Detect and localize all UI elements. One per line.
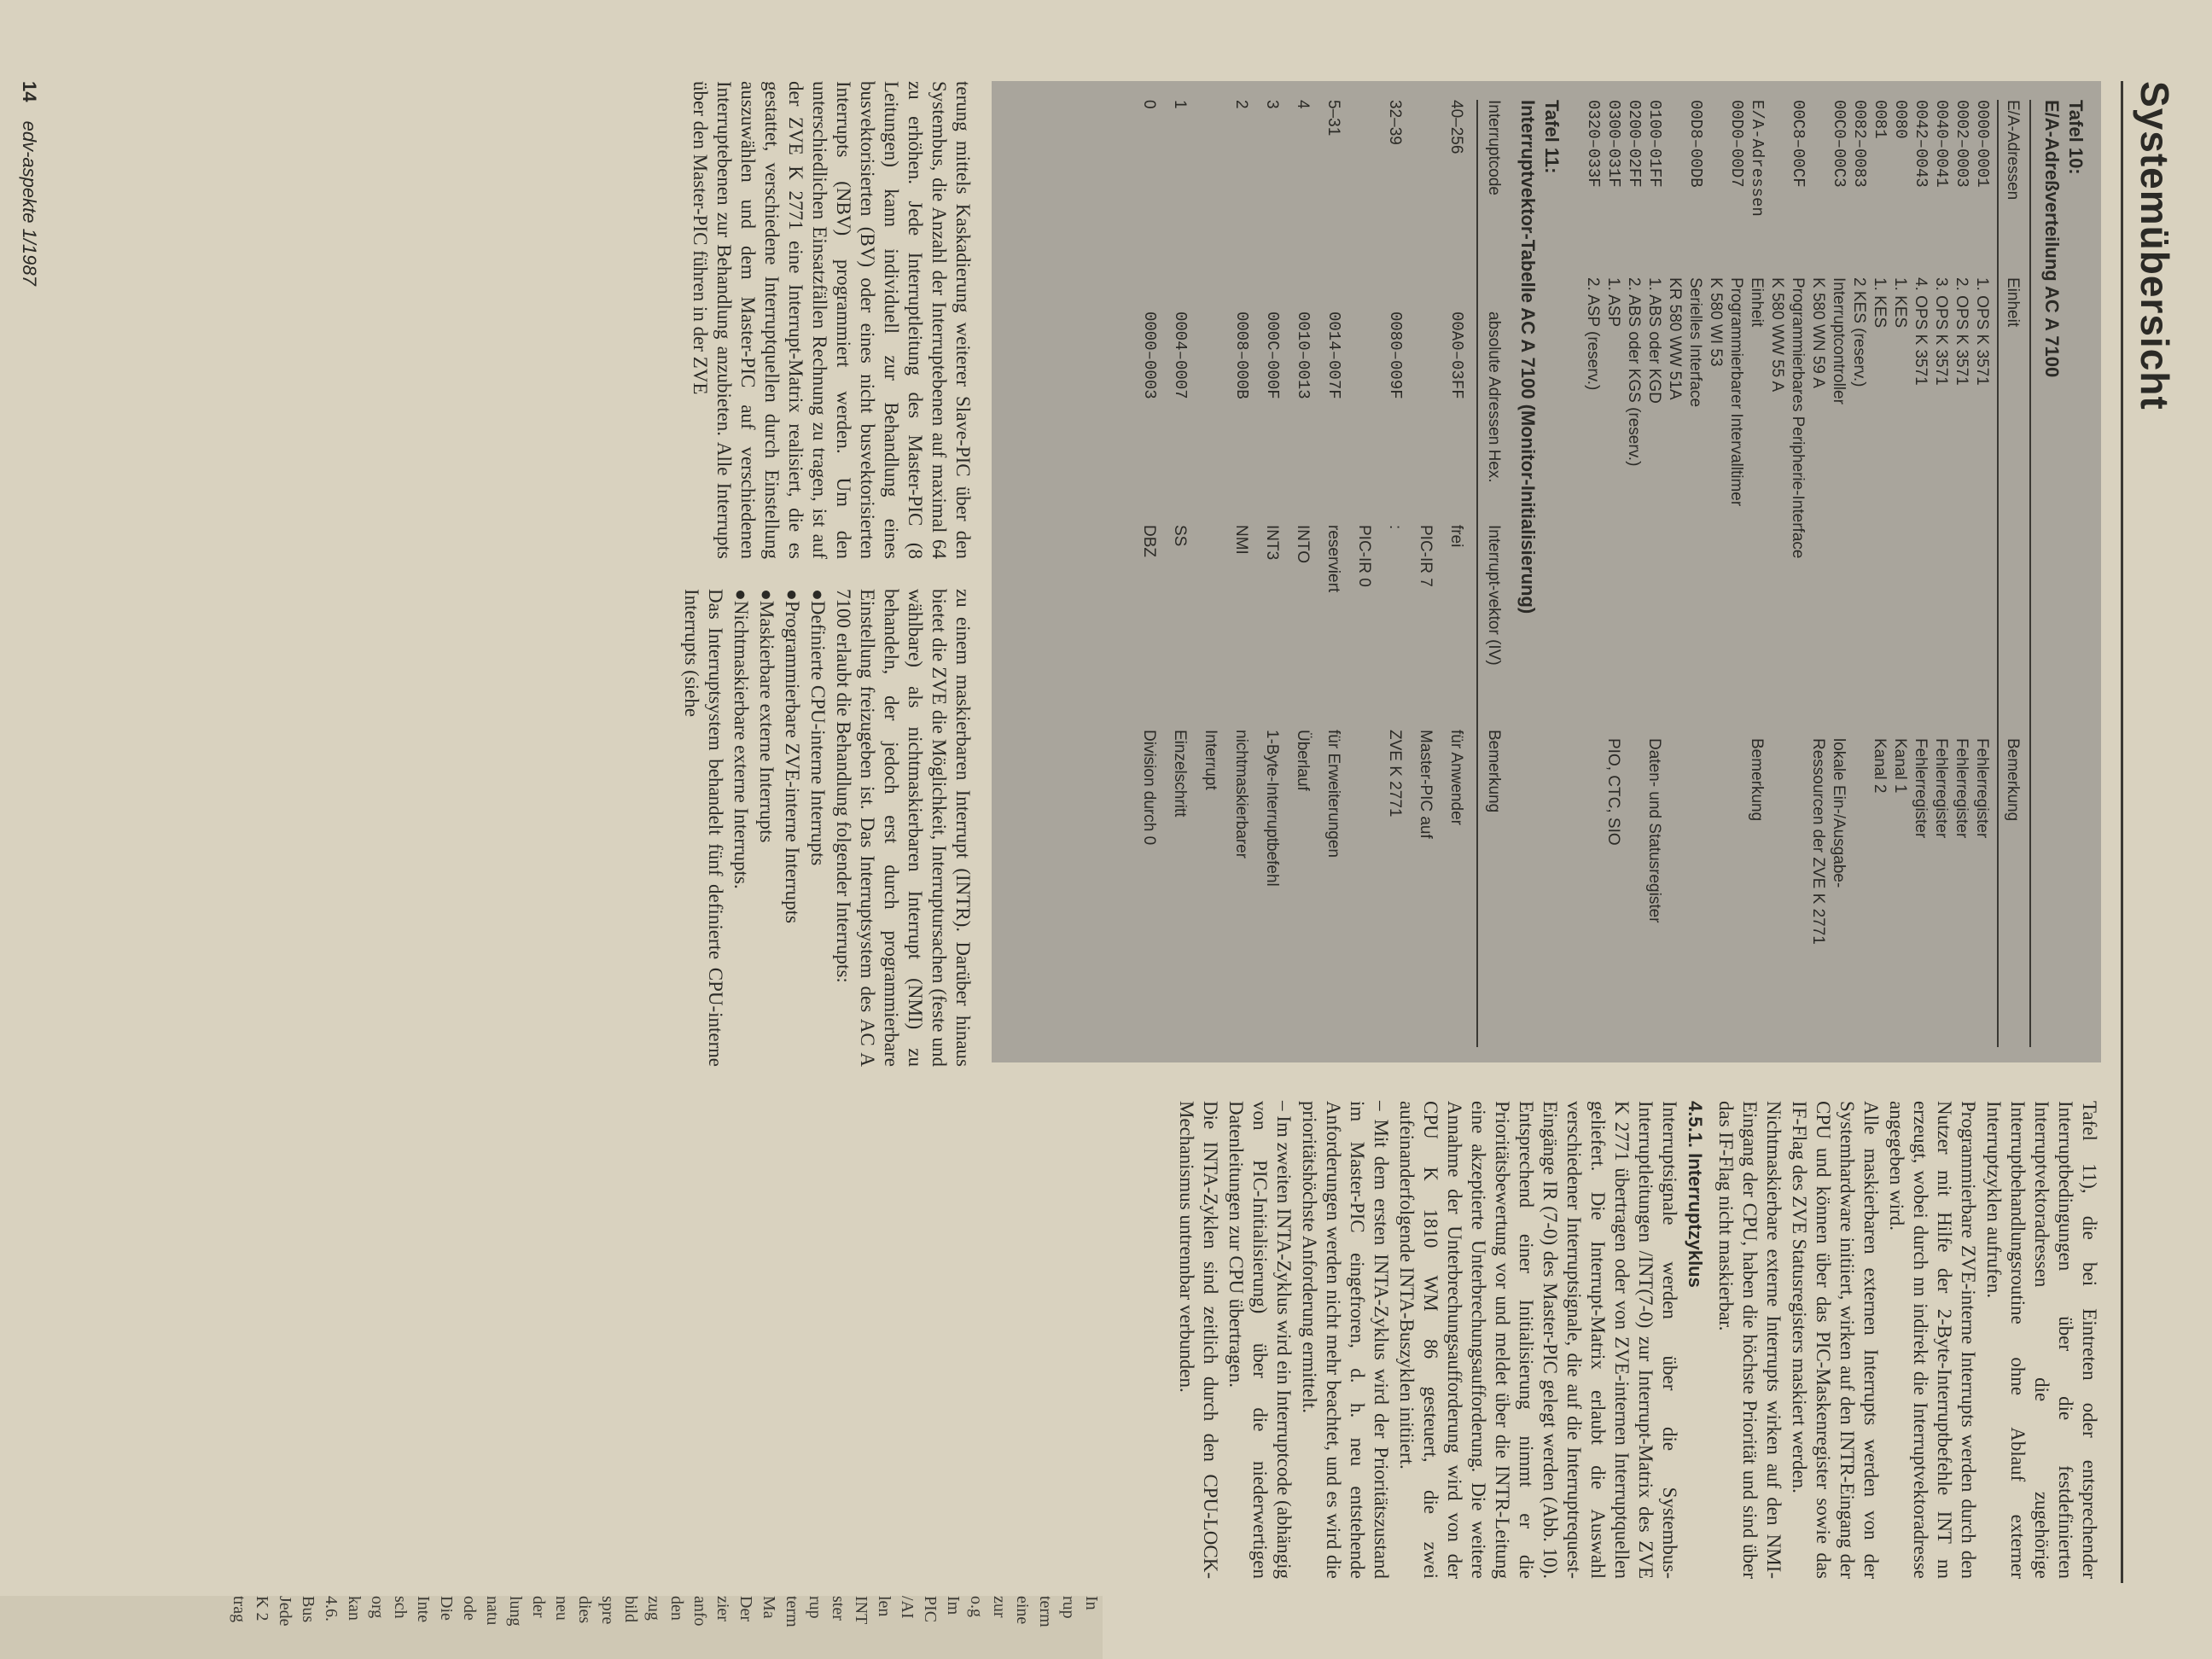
tafel10-cell: Ressourcen der ZVE K 2771 [1809,738,1827,945]
tafel11-header: Bemerkung [1485,730,1503,813]
tafel10-cell: Einheit [1748,277,1766,328]
tafel11-cell: 5–31 [1324,100,1342,137]
tafel10-cell: E/A-Adressen [1748,100,1767,217]
tafel10-cell: Kanal 2 [1871,738,1889,794]
tafel11-cell: 1-Byte-Interruptbefehl [1263,730,1281,887]
tafel11-title: Interruptvektor-Tabelle AC A 7100 (Monitor-Initialisierung) [1517,100,1539,614]
next-page-fragment: 4.6. [322,1596,341,1621]
next-page-fragment: Der [736,1596,755,1621]
next-page-fragment: sch [391,1596,410,1619]
tafel10-cell: KR 580 WW 51A [1666,277,1684,400]
col3-p1: Tafel 11), die bei Eintreten oder entsprechender Interruptbedingungen über die festdefinierten Interruptvektoradressen die zugehörige Interruptbehandlungsroutine ohne Ablauf externer Interruptzyklen aufrufen. [1983,1101,2100,1579]
tafel10-rule-top [2029,100,2031,1047]
next-page-fragment: dies [575,1596,594,1624]
next-page-fragment: zier [713,1596,732,1621]
tafel11-header: Interrupt-vektor (IV) [1485,525,1503,666]
next-page-fragment: Im [944,1596,963,1615]
tafel10-rule-header [1997,100,1999,1047]
tafel10-cell: 2. ASP (reserv.) [1584,277,1602,391]
tafel10-cell: 1. ASP [1604,277,1622,328]
tafel10-cell: 0200–02FF [1625,100,1644,188]
tafel11-header: absolute Adressen Hex. [1485,311,1503,483]
tafel10-cell: 00D0–00D7 [1727,100,1746,188]
tables-panel [992,81,2101,1062]
tafel10-cell: 1. KES [1891,277,1909,329]
tafel10-cell: Bemerkung [1748,738,1766,822]
col3-p8: Die INTA-Zyklen sind zeitlich durch den CPU-LOCK-Mechanismus untrennbar verbunden. [1176,1101,1221,1579]
tafel10-cell: 0000–0001 [1973,100,1992,188]
next-page-edge [0,1596,1103,1659]
tafel10-cell: 0320–033F [1584,100,1603,188]
next-page-fragment: term [783,1596,801,1627]
col3-p5: Interruptsignale werden über die Systembus-Interruptleitungen /INT(7-0) zur Interrupt-Matrix des ZVE K 2771 übertragen oder von ZVE-internen Interruptquellen geliefert. Die Interrupt-Matrix erlaubt die Auswahl verschiedener Interruptsignale, die auf die Interruptrequest-Eingänge IR (7-0) des Master-PIC gelegt werden (Abb. 10). Entsprechend einer Initialisierung nimmt er die Prioritätsbewertung vor und meldet über die INTR-Leitung eine akzeptierte Unterbrechungsaufforderung. Die weitere Annahme der Unterbrechungsaufforderung wird von der CPU K 1810 WM 86 gesteuert, die zwei aufeinanderfolgende INTA-Buszyklen initiiert. [1396,1101,1680,1579]
next-page-fragment: ode [460,1596,479,1621]
tafel10-header: E/A-Adressen [2004,100,2022,201]
next-page-fragment: org [368,1596,387,1619]
tafel10-cell: 3. OPS K 3571 [1932,277,1950,386]
tafel10-cell: K 580 WN 59 A [1809,277,1827,388]
tafel10-cell: 0042–0043 [1912,100,1930,188]
tafel11-cell: ZVE K 2771 [1386,730,1404,818]
tafel10-cell: 1. KES [1871,277,1889,329]
tafel11-cell: INTO [1294,525,1312,564]
tafel11-label: Tafel 11: [1541,100,1563,174]
next-page-fragment: anfo [690,1596,709,1627]
tafel11-cell: PIC-IR 0 [1355,525,1373,587]
col3-p2: Programmierbare ZVE-interne Interrupts werden durch den Nutzer mit Hilfe der 2-Byte-Interruptbefehle INT nn erzeugt, wobei durch nn indirekt die Interruptvektoradresse angegeben wird. [1886,1101,1979,1579]
tafel10-cell: 2 KES (reserv.) [1850,277,1868,387]
next-page-fragment: /AI [898,1596,917,1619]
tafel11-cell: Einzelschritt [1171,730,1189,818]
tafel10-cell: Interruptcontroller [1830,277,1848,405]
tafel11-cell: 0080–009F [1386,311,1405,399]
tafel10-cell: 0081 [1871,100,1889,139]
tafel11-cell: 0000–0003 [1140,311,1159,399]
tafel10-cell: 0080 [1891,100,1910,139]
tafel10-cell: Fehlerregister [1932,738,1950,839]
column-two-text [678,589,975,1067]
tafel10-cell: 00D8–00DB [1686,100,1705,188]
tafel10-cell: Fehlerregister [1912,738,1930,839]
column-one-text [686,81,975,559]
tafel10-cell: 0002–0003 [1953,100,1971,188]
tafel11-cell: 4 [1294,100,1312,109]
tafel11-cell: Division durch 0 [1140,730,1158,846]
tafel10-cell: 0100–01FF [1645,100,1664,188]
col3-p6: – Mit dem ersten INTA-Zyklus wird der Prioritätszustand im Master-PIC eingefroren, d. h. neu entstehende Anforderungen werden nicht mehr beachtet, und es wird die prioritätshöchste Anforderung ermittelt. [1299,1101,1392,1579]
next-page-fragment: bild [621,1596,640,1623]
next-page-fragment: der [529,1596,548,1618]
next-page-fragment: eine [1013,1596,1032,1625]
tafel10-cell: K 580 WW 55 A [1768,277,1786,393]
col3-p3: Alle maskierbaren externen Interrupts werden von der Systemhardware initiiert, wirken auf den INTR-Eingang der CPU und können über das PIC-Maskenregister sowie das IF-Flag des ZVE Statusregisters maskiert werden. [1789,1101,1882,1579]
tafel10-cell: PIO, CTC, SIO [1604,738,1622,846]
next-page-fragment: lung [506,1596,525,1627]
next-page-fragment: rup [806,1596,824,1619]
tafel11-cell: 40–256 [1447,100,1465,154]
page-footer [18,81,40,286]
tafel10-cell: 4. OPS K 3571 [1912,277,1930,386]
tafel11-header: Interruptcode [1485,100,1503,195]
col2-bullet: ● Programmierbare ZVE-interne Interrupts [780,589,804,1067]
tafel11-cell: 3 [1263,100,1281,109]
tafel10-label: Tafel 10: [2065,100,2087,175]
next-page-fragment: INT [852,1596,870,1625]
header-rule [2121,81,2123,1583]
tafel11-cell: : [1386,525,1404,530]
tafel11-cell: Master-PIC auf [1417,730,1435,839]
tafel11-cell: Überlauf [1294,730,1312,791]
next-page-fragment: PIC [921,1596,940,1623]
tafel11-cell: für Erweiterungen [1324,730,1342,858]
next-page-fragment: kan [345,1596,364,1621]
next-page-fragment: rup [1059,1596,1078,1619]
tafel10-cell: Programmierbares Peripherie-Interface [1789,277,1807,559]
tafel11-rule-header [1476,100,1478,1047]
tafel11-cell: DBZ [1140,525,1158,557]
next-page-fragment: Jede [276,1596,294,1627]
next-page-fragment: Inte [414,1596,433,1623]
tafel10-cell: Fehlerregister [1973,738,1991,839]
tafel10-cell: K 580 WI 53 [1707,277,1725,367]
journal-name: edv-aspekte 1/1987 [19,120,40,286]
next-page-fragment: zug [644,1596,663,1621]
tafel11-cell: 1 [1171,100,1189,109]
next-page-fragment: Bus [299,1596,317,1623]
col2-bullet: ● Maskierbare externe Interrupts [754,589,778,1067]
tafel11-cell: 0008–000B [1232,311,1251,399]
col2-outro: Das Interruptsystem behandelt fünf definierte CPU-interne Interrupts (siehe [681,589,726,1067]
tafel10-cell: 0040–0041 [1932,100,1951,188]
tafel11-cell: NMI [1232,525,1250,555]
tafel10-header: Bemerkung [2004,738,2022,822]
next-page-fragment: natu [483,1596,502,1626]
tafel11-cell: PIC-IR 7 [1417,525,1435,587]
tafel11-cell: reserviert [1324,525,1342,593]
tafel10-cell: 1. ABS oder KGD [1645,277,1663,404]
tafel10-header: Einheit [2004,277,2022,328]
tafel11-cell: INT3 [1263,525,1281,561]
col1-paragraph: terung mittels Kaskadierung weiterer Slave-PIC über den Systembus, die Anzahl der Interruptebenen auf maximal 64 zu erhöhen. Jede Interruptleitung des Master-PIC (8 Leitungen) kann individuell zur Behandlung eines busvektorisierten (BV) oder eines nicht busvektorisierten Interrupts (NBV) programmiert werden. Um den unterschiedlichen Einsatzfällen Rechnung zu tragen, ist auf der ZVE K 2771 eine Interrupt-Matrix realisiert, die es gestattet, verschiedene Interruptquellen durch Einstellung auszuwählen und dem Master-PIC auf verschiedenen Interruptebenen zur Behandlung anzubieten. Alle Interrupts über den Master-PIC führen in der ZVE [690,81,974,559]
tafel10-cell: 0082–0083 [1850,100,1869,188]
tafel11-cell: nichtmaskierbarer [1232,730,1250,859]
tafel11-cell: 0010–0013 [1294,311,1313,399]
next-page-fragment: o.g [967,1596,986,1617]
tafel11-cell: 0 [1140,100,1158,109]
tafel11-cell: 000C–000F [1263,311,1282,399]
column-three-text [1173,1101,2101,1579]
tafel10-cell: 00C8–00CF [1789,100,1807,188]
tafel11-cell: 32–39 [1386,100,1404,145]
next-page-fragment: In [1082,1596,1101,1610]
tafel10-cell: Kanal 1 [1891,738,1909,794]
tafel10-cell: lokale Ein-/Ausgabe- [1830,738,1848,888]
next-page-fragment: den [667,1596,686,1621]
tafel11-cell: frei [1447,525,1465,548]
next-page-fragment: neu [552,1596,571,1621]
page-title: Systemübersicht [2133,81,2177,410]
tafel10-cell: 1. OPS K 3571 [1973,277,1991,386]
tafel11-cell: Interrupt [1202,730,1220,790]
col3-p4: Nichtmaskierbare externe Interrupts wirken auf den NMI-Eingang der CPU, haben die höchste Priorität und sind über das IF-Flag nicht maskierbar. [1715,1101,1784,1579]
tafel10-cell: Programmierbarer Intervalltimer [1727,277,1745,507]
tafel10-cell: Serielles Interface [1686,277,1704,408]
next-page-fragment: spre [598,1596,617,1625]
next-page-fragment: len [875,1596,894,1617]
tafel11-cell: 0004–0007 [1171,311,1190,399]
next-page-fragment: Die [437,1596,456,1621]
tafel10-cell: Fehlerregister [1953,738,1970,839]
tafel10-cell: Daten- und Statusregister [1645,738,1663,923]
next-page-fragment: trag [230,1596,248,1623]
next-page-fragment: K 2 [253,1596,271,1621]
col2-intro: zu einem maskierbaren Interrupt (INTR). Darüber hinaus bietet die ZVE die Möglichkeit, Interruptursachen (feste und wählbare) als nichtmaskierbaren Interrupt (NMI) zu behandeln, der jedoch erst durch programmierbare Einstellung freizugeben ist. Das Interruptsystem des AC A 7100 erlaubt die Behandlung folgender Interrupts: [833,589,974,1067]
page-number: 14 [19,81,40,102]
tafel11-cell: für Anwender [1447,730,1465,825]
tafel10-cell: 2. OPS K 3571 [1953,277,1970,386]
col2-bullet: ● Definierte CPU-interne Interrupts [806,589,830,1067]
section-heading: 4.5.1. Interruptzyklus [1685,1101,1706,1288]
next-page-fragment: term [1036,1596,1055,1627]
tafel11-cell: 0014–007F [1324,311,1343,399]
tafel10-cell: 0300–031F [1604,100,1623,188]
tafel10-cell: 2. ABS oder KGS (reserv.) [1625,277,1643,467]
tafel11-cell: 2 [1232,100,1250,109]
tafel11-cell: SS [1171,525,1189,547]
col3-p7: – Im zweiten INTA-Zyklus wird ein Interruptcode (abhängig von PIC-Initialisierung) über die niederwertigen Datenleitungen zur CPU übertragen. [1225,1101,1295,1579]
tafel10-cell: 00C0–00C3 [1830,100,1848,188]
tafel10-title: E/A-Adreßverteilung AC A 7100 [2041,100,2063,378]
next-page-fragment: Ma [760,1596,778,1619]
tafel11-cell: 00A0–03FF [1447,311,1466,399]
next-page-fragment: zur [990,1596,1009,1618]
col2-bullet: ● Nichtmaskierbare externe Interrupts. [729,589,753,1067]
next-page-fragment: ster [829,1596,847,1621]
